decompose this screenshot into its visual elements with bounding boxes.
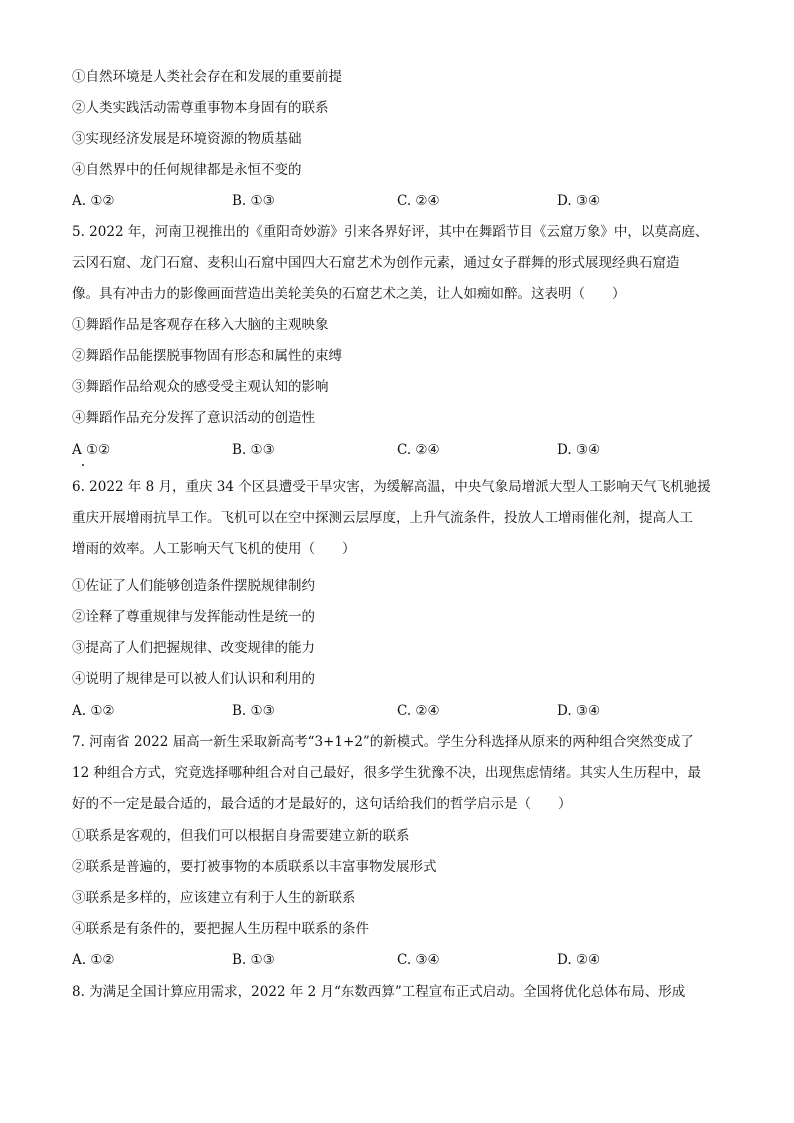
q4-option-b: B. ①③ <box>232 193 275 209</box>
q7-option-b: B. ①③ <box>232 952 275 968</box>
q7-option-a: A. ①② <box>72 952 115 968</box>
q6-option-a: A. ①② <box>72 703 115 719</box>
q4-statement-2: ②人类实践活动需尊重事物本身固有的联系 <box>72 100 329 116</box>
q5-statement-2: ②舞蹈作品能摆脱事物固有形态和属性的束缚 <box>72 348 342 364</box>
q4-option-d: D. ③④ <box>557 193 601 209</box>
q5-stem-line-2: 云冈石窟、龙门石窟、麦积山石窟中国四大石窟艺术为创作元素，通过女子群舞的形式展现经典石窟造 <box>72 255 680 271</box>
q7-statement-2: ②联系是普遍的，要打被事物的本质联系以丰富事物发展形式 <box>72 859 437 875</box>
q6-statement-1: ①佐证了人们能够创造条件摆脱规律制约 <box>72 578 315 594</box>
q5-option-c: C. ②④ <box>397 442 440 458</box>
q6-option-d: D. ③④ <box>557 703 601 719</box>
q7-stem-line-1: 7. 河南省 2022 届高一新生采取新高考“3+1+2”的新模式。学生分科选择从原来的两种组合突然变成了 <box>72 734 694 750</box>
q5-option-a: A ①② <box>72 442 111 458</box>
q6-option-c: C. ②④ <box>397 703 440 719</box>
q5-option-d: D. ③④ <box>557 442 601 458</box>
q5-stem-line-3: 像。具有冲击力的影像画面营造出美轮美奂的石窟艺术之美，让人如痴如醉。这表明（ ） <box>72 286 626 302</box>
q5-statement-4: ④舞蹈作品充分发挥了意识活动的创造性 <box>72 410 315 426</box>
q6-stem-line-1: 6. 2022 年 8 月，重庆 34 个区县遭受干旱灾害，为缓解高温，中央气象局增派大型人工影响天气飞机驰援 <box>72 479 711 495</box>
q5-option-b: B. ①③ <box>232 442 275 458</box>
q4-option-c: C. ②④ <box>397 193 440 209</box>
q8-stem-line-1: 8. 为满足全国计算应用需求，2022 年 2 月“东数西算”工程宣布正式启动。全国将优化总体布局、形成 <box>72 984 686 1000</box>
q4-option-a: A. ①② <box>72 193 115 209</box>
q6-statement-2: ②诠释了尊重规律与发挥能动性是统一的 <box>72 609 315 625</box>
q7-statement-4: ④联系是有条件的，要把握人生历程中联系的条件 <box>72 921 369 937</box>
q5-statement-3: ③舞蹈作品给观众的感受受主观认知的影响 <box>72 379 329 395</box>
q4-statement-3: ③实现经济发展是环境资源的物质基础 <box>72 131 302 147</box>
q7-option-c: C. ③④ <box>397 952 440 968</box>
q7-stem-line-2: 12 种组合方式，究竟选择哪种组合对自己最好，很多学生犹豫不决，出现焦虑情绪。其实人生历程中，最 <box>72 765 701 781</box>
q6-stem-line-3: 增雨的效率。人工影响天气飞机的使用（ ） <box>72 541 356 557</box>
q7-statement-3: ③联系是多样的，应该建立有利于人生的新联系 <box>72 890 356 906</box>
q7-statement-1: ①联系是客观的，但我们可以根据自身需要建立新的联系 <box>72 828 410 844</box>
q6-option-b: B. ①③ <box>232 703 275 719</box>
q7-option-d: D. ②④ <box>557 952 601 968</box>
q5-stem-line-1: 5. 2022 年，河南卫视推出的《重阳奇妙游》引来各界好评，其中在舞蹈节目《云窟万象》中，以莫高庭、 <box>72 224 709 240</box>
stray-dot <box>82 464 84 466</box>
q6-statement-4: ④说明了规律是可以被人们认识和利用的 <box>72 671 315 687</box>
q7-stem-line-3: 好的不一定是最合适的，最合适的才是最好的，这句话给我们的哲学启示是（ ） <box>72 796 572 812</box>
q4-statement-1: ①自然环境是人类社会存在和发展的重要前提 <box>72 69 342 85</box>
q4-statement-4: ④自然界中的任何规律都是永恒不变的 <box>72 162 302 178</box>
q5-statement-1: ①舞蹈作品是客观存在移入大脑的主观映象 <box>72 317 329 333</box>
q6-stem-line-2: 重庆开展增雨抗旱工作。飞机可以在空中探测云层厚度，上升气流条件，投放人工增雨催化剂，提高人工 <box>72 510 693 526</box>
q6-statement-3: ③提高了人们把握规律、改变规律的能力 <box>72 640 315 656</box>
